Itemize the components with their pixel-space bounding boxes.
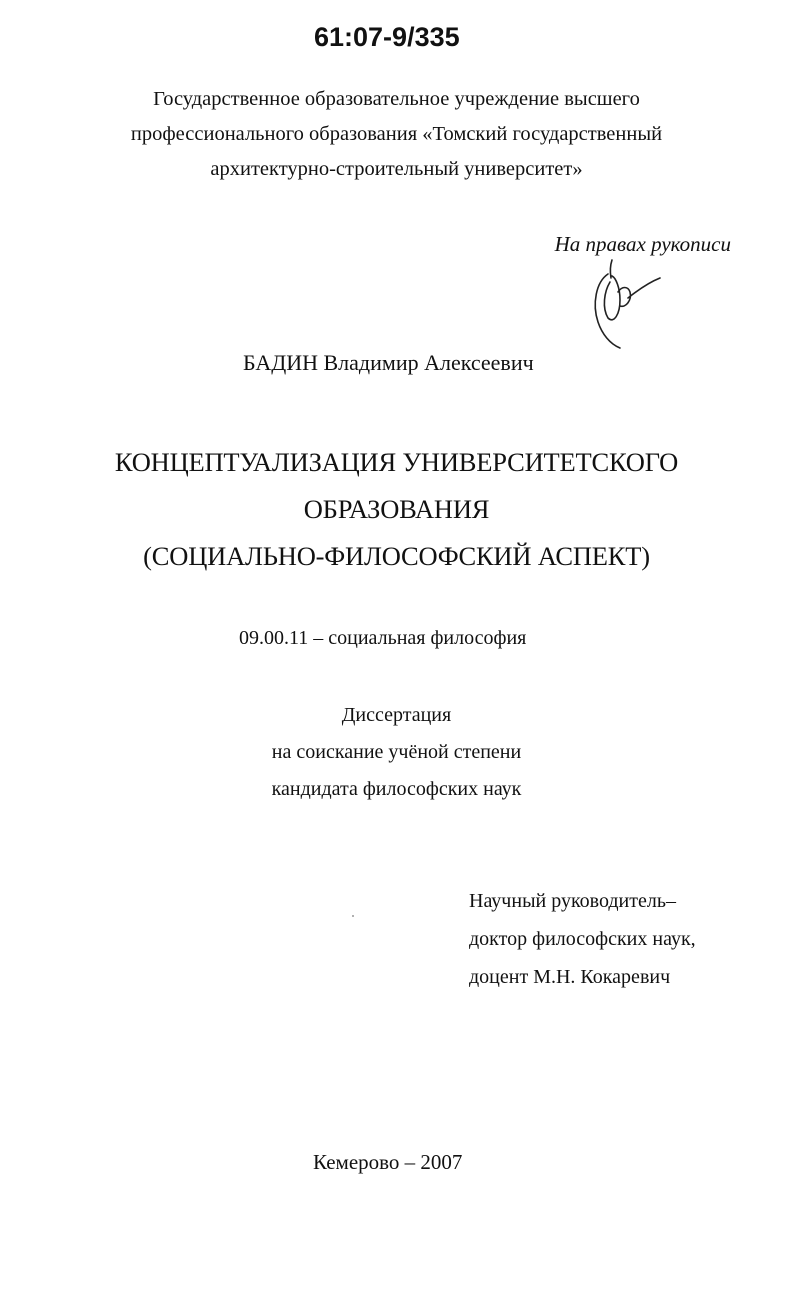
institution-line-3: архитектурно-строительный университет» [210, 158, 583, 180]
title-line-1: КОНЦЕПТУАЛИЗАЦИЯ УНИВЕРСИТЕТСКОГО [114, 447, 679, 477]
degree-line-1: Диссертация [341, 704, 452, 726]
institution-line-1: Государственное образовательное учреждение высшего [153, 88, 640, 110]
title-line-3: (СОЦИАЛЬНО-ФИЛОСОФСКИЙ АСПЕКТ) [143, 541, 650, 571]
rights-note: На правах рукописи [554, 232, 731, 256]
author-name: БАДИН Владимир Алексеевич [243, 350, 534, 375]
advisor-line-2: доктор философских наук, [469, 928, 696, 950]
advisor-line-3: доцент М.Н. Кокаревич [469, 966, 671, 988]
title-line-2: ОБРАЗОВАНИЯ [303, 494, 490, 524]
advisor-line-1: Научный руководитель– [469, 890, 676, 912]
city-year: Кемерово – 2007 [313, 1150, 463, 1174]
institution-line-2: профессионального образования «Томский государственный [130, 123, 663, 145]
scan-speck [352, 915, 354, 917]
degree-line-2: на соискание учёной степени [271, 741, 522, 763]
catalog-number: 61:07-9/335 [314, 22, 460, 52]
degree-line-3: кандидата философских наук [271, 778, 522, 800]
specialty: 09.00.11 – социальная философия [239, 627, 527, 649]
signature-image [588, 252, 668, 352]
